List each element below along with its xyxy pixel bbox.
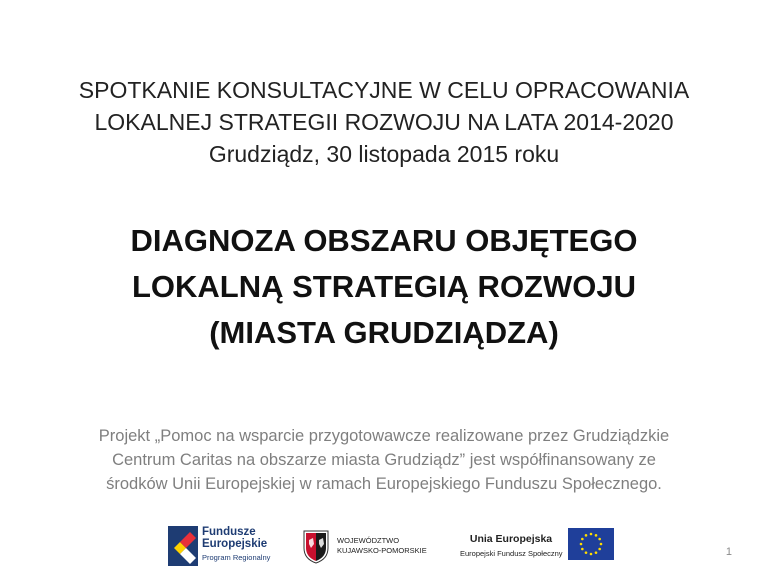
ue-name: Unia Europejska	[469, 533, 553, 545]
project-note	[28, 424, 740, 496]
fundusze-europejskie-logo	[168, 524, 288, 568]
project-note-line-2: Centrum Caritas na obszarze miasta Grudziądz” jest współfinansowany ze	[112, 451, 656, 469]
meeting-header	[40, 74, 728, 170]
eu-star-icon	[585, 534, 588, 537]
eu-star-icon	[590, 533, 593, 536]
meeting-line-1: SPOTKANIE KONSULTACYJNE W CELU OPRACOWANIA	[78, 77, 690, 103]
eu-flag-icon	[568, 528, 614, 560]
slide-title	[40, 218, 728, 356]
eu-star-icon	[598, 548, 601, 551]
eu-star-icon	[590, 553, 593, 556]
eu-star-icon	[585, 551, 588, 554]
meeting-line-2: LOKALNEJ STRATEGII ROZWOJU NA LATA 2014-2020	[94, 109, 674, 135]
eu-star-icon	[581, 548, 584, 551]
coat-of-arms-icon	[303, 530, 329, 564]
eu-star-icon	[600, 543, 603, 546]
eu-star-icon	[580, 543, 583, 546]
meeting-date: Grudziądz, 30 listopada 2015 roku	[208, 141, 560, 167]
title-line-2: LOKALNĄ STRATEGIĄ ROZWOJU	[131, 269, 636, 304]
wojewodztwo-name: WOJEWÓDZTWO KUJAWSKO-POMORSKIE	[337, 536, 427, 555]
title-line-1: DIAGNOZA OBSZARU OBJĘTEGO	[130, 223, 638, 258]
project-note-line-1: Projekt „Pomoc na wsparcie przygotowawcze realizowane przez Grudziądzkie	[98, 427, 670, 445]
title-line-3: (MIASTA GRUDZIĄDZA)	[209, 315, 559, 350]
fundusze-name: Fundusze Europejskie	[202, 526, 268, 550]
fundusze-program: Program Regionalny	[202, 553, 271, 562]
eu-star-icon	[595, 534, 598, 537]
logo-bar	[0, 520, 768, 570]
eu-star-icon	[581, 538, 584, 541]
eu-star-icon	[598, 538, 601, 541]
fundusze-emblem-icon	[168, 526, 198, 566]
project-note-line-3: środków Unii Europejskiej w ramach Europejskiego Funduszu Społecznego.	[106, 475, 662, 493]
eu-star-icon	[595, 551, 598, 554]
wojewodztwo-logo	[303, 524, 453, 568]
page-number: 1	[725, 546, 732, 558]
unia-europejska-logo	[460, 524, 620, 568]
ue-fund-name: Europejski Fundusz Społeczny	[460, 549, 563, 558]
